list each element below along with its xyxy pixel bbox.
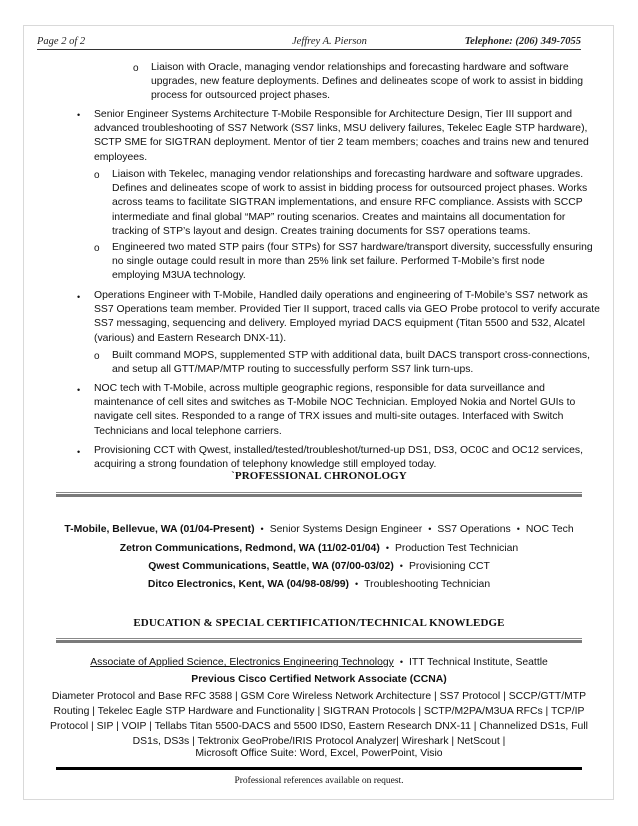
- sub-bullet-marker: o: [94, 243, 100, 254]
- section-divider: [56, 492, 582, 493]
- section-divider: [56, 640, 582, 643]
- header-divider: [37, 49, 581, 50]
- section-divider: [56, 494, 582, 497]
- bullet-marker: •: [77, 447, 81, 457]
- sub-bullet-mops: Built command MOPS, supplemented STP with additional data, built DACS transport cross-connections, and setup all GTT/MAP/MTP routing to successfully perform SS7 link turn-ups.: [112, 350, 591, 376]
- footer-references: Professional references available on request.: [234, 776, 404, 786]
- bullet-operations-engineer: Operations Engineer with T-Mobile, Handled daily operations and engineering of T-Mobile’s SS7 network as SS7 Operations team member. Provided Tier II support, traced calls via GEO Probe protocol to verify accurate SS7 messaging, sequencing and delivery. Employed myriad DACS equipment (Titan 5500 and 532, Alcatel (various) and Eastern Research DNX-11).: [94, 290, 600, 344]
- bullet-marker: •: [77, 292, 81, 302]
- bullet-marker: •: [77, 110, 81, 120]
- bullet-marker: •: [77, 385, 81, 395]
- technical-skills: Diameter Protocol and Base RFC 3588 | GSM Core Wireless Network Architecture | SS7 Protocol | SCCP/GTT/MTP Routing | Tekelec Eagle STP Hardware and Functionality | SIGTRAN Protocols | SCTP/M2PA/M3UA RFCs | TCP/IP Protocol | SIP | VOIP | Tellabs Titan 5500-DACS and 5500 IDS0, Eastern Research DNX-11 | Channelized DS1s, Full DS1s, DS3s | Tektronix GeoProbe/IRIS Protocol Analyzer| Wireshark | NetScout |: [50, 691, 588, 747]
- bullet-noc-tech: NOC tech with T-Mobile, across multiple geographic regions, responsible for data surveillance and maintenance of cell sites and switches as T-Mobile NOC Technician. Employed Nokia and Nortel GUIs to navigate cell sites. Responded to a range of TRX issues and multi-site outages. Interfaced with Switch Technicians and local telephone carriers.: [94, 383, 576, 437]
- section-title-education: EDUCATION & SPECIAL CERTIFICATION/TECHNICAL KNOWLEDGE: [133, 617, 505, 629]
- sub-bullet-stp-pairs: Engineered two mated STP pairs (four STPs) for SS7 hardware/transport diversity, successfully ensuring no single outage could result in more than 25% link set failure. Performed T-Mobile’s first node employing M3UA technology.: [112, 242, 593, 282]
- education-certification: Previous Cisco Certified Network Associate (CCNA): [191, 674, 447, 685]
- chronology-row-qwest: Qwest Communications, Seattle, WA (07/00-03/02) • Provisioning CCT: [148, 561, 490, 572]
- chronology-row-tmobile: T-Mobile, Bellevue, WA (01/04-Present) • Senior Systems Design Engineer • SS7 Operations • NOC Tech: [64, 524, 574, 535]
- bullet-provisioning: Provisioning CCT with Qwest, installed/tested/troubleshot/turned-up DS1, DS3, OC0C and OC12 services, acquiring a strong foundation of telephony knowledge still employed today.: [94, 445, 583, 471]
- chronology-row-ditco: Ditco Electronics, Kent, WA (04/98-08/99) • Troubleshooting Technician: [147, 579, 491, 590]
- bullet-senior-engineer: Senior Engineer Systems Architecture T-Mobile Responsible for Architecture Design, Tier III support and advanced troubleshooting of SS7 Network (SS7 links, MSU delivery failures, Tekelec Eagle STP hardware), SCTP SME for SIGTRAN deployment. Mentor of tier 2 team members; coaches and trains new and tenured employees.: [94, 109, 589, 163]
- footer-divider: [56, 767, 582, 770]
- chronology-row-zetron: Zetron Communications, Redmond, WA (11/02-01/04) • Production Test Technician: [119, 543, 519, 554]
- header-name: Jeffrey A. Pierson: [292, 36, 367, 47]
- office-skills: Microsoft Office Suite: Word, Excel, PowerPoint, Visio: [195, 748, 443, 759]
- header-phone: Telephone: (206) 349-7055: [464, 36, 581, 47]
- page-number: Page 2 of 2: [37, 36, 86, 47]
- section-divider: [56, 638, 582, 639]
- sub-bullet-marker: o: [133, 63, 139, 74]
- sub-bullet-marker: o: [94, 170, 100, 181]
- section-title-chronology: `PROFESSIONAL CHRONOLOGY: [231, 470, 407, 482]
- education-degree: Associate of Applied Science, Electronics Engineering Technology • ITT Technical Institute, Seattle: [90, 657, 548, 668]
- sub-bullet-marker: o: [94, 351, 100, 362]
- sub-bullet-oracle: Liaison with Oracle, managing vendor relationships and forecasting hardware and software upgrades, new feature deployments. Defines and delineates scope of work to assist in bidding process for outsourced project phases.: [151, 62, 584, 102]
- sub-bullet-tekelec: Liaison with Tekelec, managing vendor relationships and forecasting hardware and software upgrades. Defines and delineates scope of work to assist in bidding process for outsourced project phases. Works across teams to facilitate SIGTRAN implementations, and ensure RFC compliance. Assists with SCCP intermediate and final global “MAP” routing scenarios. Creates and maintains all documentation for tracking of STP’s layout and design. Creates training documents for SS7 operations teams.: [112, 169, 588, 237]
